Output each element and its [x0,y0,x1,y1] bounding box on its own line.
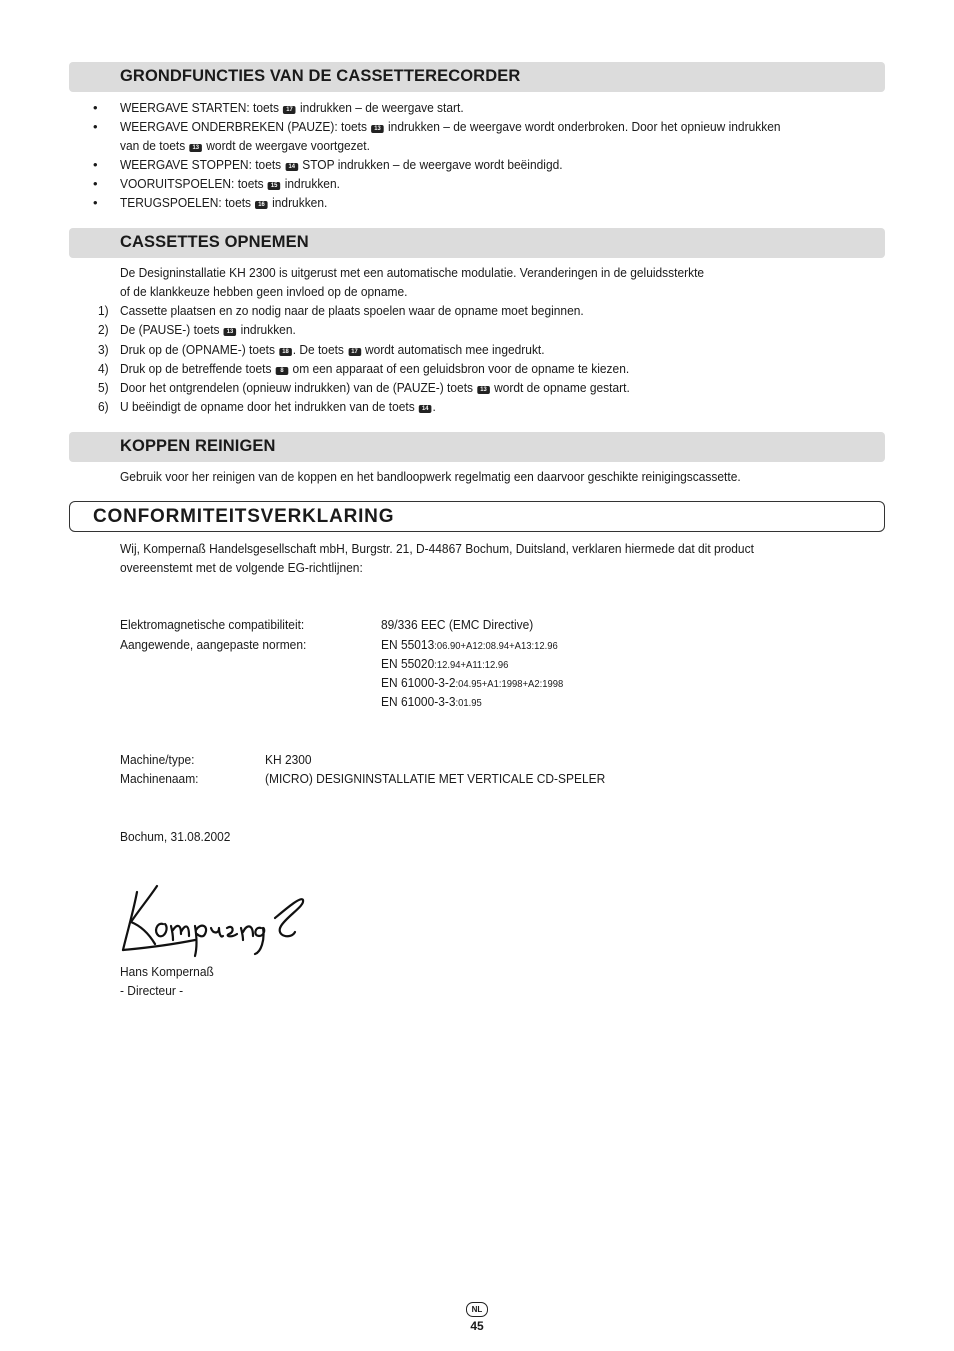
section-header-grondfuncties [69,62,885,92]
step-number: 4) [98,361,109,376]
intro-text: of de klankkeuze hebben geen invloed op de opname. [120,284,408,299]
bullet: • [93,119,98,134]
bullet: • [93,176,98,191]
machine-value: KH 2300 [265,752,312,767]
body-text: Gebruik voor her reinigen van de koppen en het bandloopwerk regelmatig een daarvoor geschikte reinigingscassette. [120,469,741,484]
key-14-icon: 14 [285,163,298,171]
signer-name: Hans Kompernaß [120,964,214,979]
list-item: WEERGAVE STOPPEN: toets 14 STOP indrukken – de weergave wordt beëindigd. [120,157,563,172]
key-8-icon: 8 [276,367,289,375]
norm-item: EN 61000-3-2:04.95+A1:1998+A2:1998 [381,675,564,690]
section-header-cassettes [69,228,885,258]
signature-image [115,878,315,958]
step-number: 2) [98,322,109,337]
norm-item: EN 55013:06.90+A12:08.94+A13:12.96 [381,637,558,652]
language-badge: NL [466,1302,488,1317]
list-item: WEERGAVE STARTEN: toets 17 indrukken – de weergave start. [120,100,464,115]
section-title: CASSETTES OPNEMEN [120,233,309,251]
list-item-continuation: van de toets 13 wordt de weergave voortgezet. [120,138,370,153]
page-number: 45 [470,1319,484,1333]
machinenaam-value: (MICRO) DESIGNINSTALLATIE MET VERTICALE CD-SPELER [265,771,606,786]
step-number: 3) [98,342,109,357]
key-18-icon: 18 [279,348,292,356]
emc-label: Elektromagnetische compatibiliteit: [120,617,305,632]
step-text: Door het ontgrendelen (opnieuw indrukken) van de (PAUZE-) toets 13 wordt de opname gestart. [120,380,630,395]
key-13-icon: 13 [371,125,384,133]
step-text: U beëindigt de opname door het indrukken van de toets 14 . [120,399,436,414]
section-header-koppen [69,432,885,462]
machinenaam-label: Machinenaam: [120,771,199,786]
step-number: 1) [98,303,109,318]
bullet: • [93,195,98,210]
step-text: Cassette plaatsen en zo nodig naar de plaats spoelen waar de opname moet beginnen. [120,303,584,318]
bullet: • [93,157,98,172]
intro-text: De Designinstallatie KH 2300 is uitgerust met een automatische modulatie. Veranderingen in de geluidssterkte [120,265,705,280]
norm-item: EN 55020:12.94+A11:12.96 [381,656,509,671]
step-number: 6) [98,399,109,414]
signer-role: - Directeur - [120,983,184,998]
normen-label: Aangewende, aangepaste normen: [120,637,307,652]
step-text: De (PAUSE-) toets 13 indrukken. [120,322,296,337]
list-item: TERUGSPOELEN: toets 16 indrukken. [120,195,328,210]
key-17-icon: 17 [348,348,361,356]
list-item: VOORUITSPOELEN: toets 15 indrukken. [120,176,340,191]
declaration-text: overeenstemt met de volgende EG-richtlijnen: [120,560,363,575]
section-header-conformiteit [69,501,885,532]
key-13-icon: 13 [477,386,490,394]
key-15-icon: 15 [268,182,281,190]
step-text: Druk op de betreffende toets 8 om een apparaat of een geluidsbron voor de opname te kiezen. [120,361,630,376]
norm-item: EN 61000-3-3:01.95 [381,694,482,709]
step-text: Druk op de (OPNAME-) toets 18 . De toets 17 wordt automatisch mee ingedrukt. [120,342,545,357]
section-title: KOPPEN REINIGEN [120,437,276,455]
bullet: • [93,100,98,115]
declaration-text: Wij, Kompernaß Handelsgesellschaft mbH, Burgstr. 21, D-44867 Bochum, Duitsland, verklaren hiermede dat dit product [120,541,754,556]
key-17-icon: 17 [283,106,296,114]
place-date: Bochum, 31.08.2002 [120,829,231,844]
section-title: GRONDFUNCTIES VAN DE CASSETTERECORDER [120,67,521,85]
section-title: CONFORMITEITSVERKLARING [93,506,395,527]
key-13-icon: 13 [224,328,237,336]
emc-value: 89/336 EEC (EMC Directive) [381,617,534,632]
key-16-icon: 16 [255,201,268,209]
step-number: 5) [98,380,109,395]
key-13-icon: 13 [189,144,202,152]
list-item: WEERGAVE ONDERBREKEN (PAUZE): toets 13 indrukken – de weergave wordt onderbroken. Door het opnieuw indrukken [120,119,781,134]
key-14-icon: 14 [419,405,432,413]
machine-label: Machine/type: [120,752,195,767]
